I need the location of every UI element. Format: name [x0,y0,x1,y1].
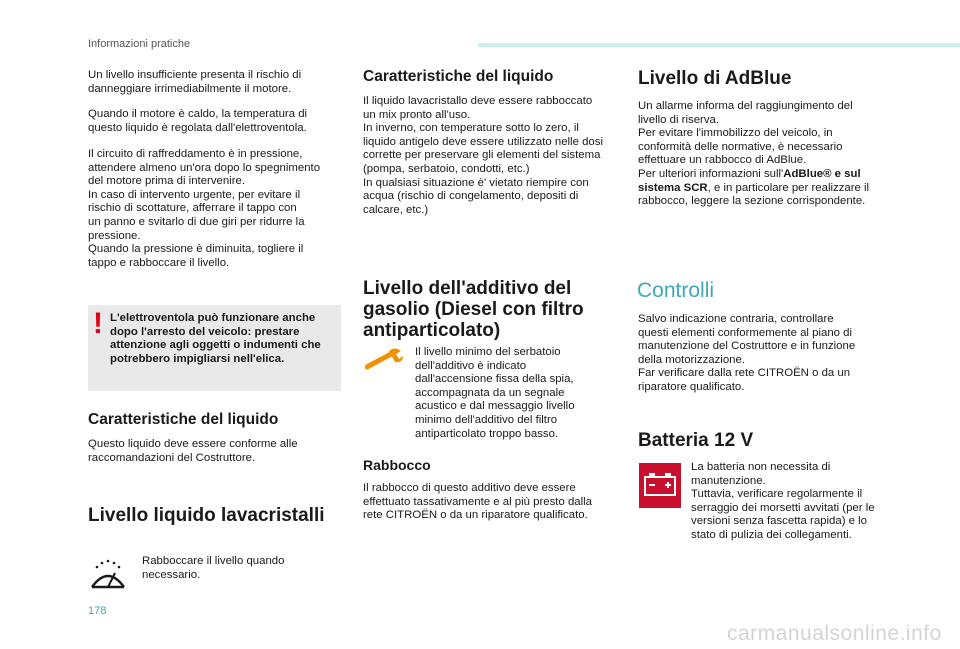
heading-battery: Batteria 12 V [638,430,754,451]
wrench-icon [365,347,405,371]
warning-box [88,305,341,391]
heading-diesel-additive-level: Livello dell'additivo del gasolio (Diesel con filtro antiparticolato) [363,278,584,341]
heading-washer-fluid-characteristics: Caratteristiche del liquido [363,68,554,85]
paragraph-additive-topup: Il rabbocco di questo additivo deve essere effettuato tassativamente e al più presto dalla rete CITROËN o da un riparatore qualificato. [363,482,593,522]
paragraph-engine-hot: Quando il motore è caldo, la temperatura di questo liquido è regolata dall'elettroventola. [88,108,308,134]
heading-adblue-level: Livello di AdBlue [638,68,792,89]
warning-icon: ! [93,307,103,340]
adblue-text: Un allarme informa del raggiungimento del livello di riserva. Per evitare l'immobilizzo del veicolo, in conformità delle normative, è necessario effettuare un rabbocco di AdBlue. Per ulteriori informazioni sull' [638,100,853,180]
battery-icon [639,463,681,508]
paragraph-battery: La batteria non necessita di manutenzione. Tuttavia, verificare regolarmente il serraggio dei morsetti avvitati (per le versioni senza fascetta rapida) e lo stato di pulizia dei collegamenti. [691,461,875,541]
paragraph-washer-fluid: Il liquido lavacristallo deve essere rabboccato un mix pronto all'uso. In inverno, con temperature sotto lo zero, il liquido antigelo deve essere utilizzato nelle dosi corrette per preservare gli elementi del sistema (pompa, serbatoio, condotti, etc.) In qualsiasi situazione è' vietato riempire con acqua (rischio di congelamento, depositi di calcare, etc.) [363,95,603,216]
paragraph-adblue [638,100,900,209]
heading-fluid-characteristics: Caratteristiche del liquido [88,411,279,428]
heading-topup: Rabbocco [363,457,431,473]
windscreen-washer-icon [88,559,128,595]
paragraph-pressure-circuit: Il circuito di raffreddamento è in pressione, attendere almeno un'ora dopo lo spegnimento del motore prima di intervenire. In caso di intervento urgente, per evitare il rischio di scottature, afferrare il tappo con un panno e svitarlo di due giri per ridurre la pressione. Quando la pressione è diminuita, togliere il tappo e rabboccare il livello. [88,148,321,269]
watermark-text: carmanualsonline.info [727,622,942,645]
paragraph-fluid-conformity: Questo liquido deve essere conforme alle raccomandazioni del Costruttore. [88,438,298,464]
warning-text: L'elettroventola può funzionare anche dopo l'arresto del veicolo: prestare attenzione agli oggetti o indumenti che potrebbero impigliarsi nell'elica. [110,312,321,365]
section-header-title: Informazioni pratiche [88,38,191,50]
heading-controls: Controlli [637,279,715,302]
page-number: 178 [88,605,107,617]
paragraph-washer-topup: Rabboccare il livello quando necessario. [142,555,285,581]
header-rule [478,43,960,47]
heading-washer-level: Livello liquido lavacristalli [88,505,325,526]
adblue-tail-text: , e in particolare per realizzare il rabbocco, leggere la sezione corrispondente. [638,181,870,208]
adblue-bold-link-text: AdBlue® e sul sistema SCR [638,167,861,194]
paragraph-controls: Salvo indicazione contraria, controllare questi elementi conformemente al piano di manutenzione del Costruttore e in funzione della motorizzazione. Far verificare dalla rete CITROËN o da un riparatore qualificato. [638,313,856,393]
paragraph-insufficient-level: Un livello insufficiente presenta il rischio di danneggiare irrimediabilmente il motore. [88,69,302,95]
paragraph-additive-level: Il livello minimo del serbatoio dell'additivo è indicato dall'accensione fissa della spia, accompagnata da un segnale acustico e dal messaggio livello minimo dell'additivo del filtro antiparticolato troppo basso. [415,346,575,440]
